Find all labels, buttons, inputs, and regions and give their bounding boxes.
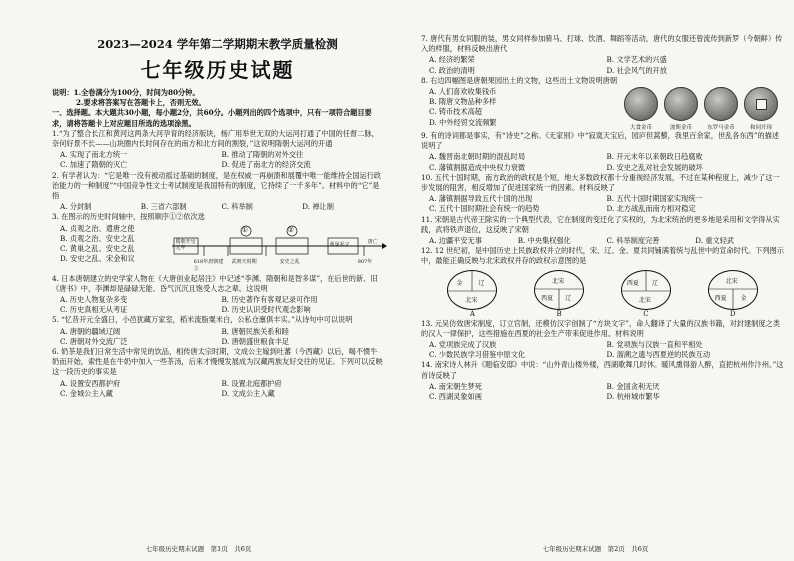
- option-d: D. 社会风气的开放: [606, 65, 667, 75]
- option-b: B. 唐朝民族关系和睦: [221, 326, 289, 336]
- map-region: 辽: [565, 294, 572, 302]
- coin-image: [744, 87, 778, 121]
- map-region: 辽: [478, 279, 485, 287]
- option-a: A. 藩镇割据导致五代十国的出现: [429, 194, 533, 204]
- option-d: D. 唐朝盛世粮食丰足: [221, 336, 290, 346]
- option-b: B. 文学艺术的兴盛: [606, 55, 667, 65]
- map-region: 北宋: [552, 277, 565, 285]
- coin-label: 和同开珎: [749, 125, 772, 132]
- option-d: D. 杭州城市繁华: [606, 392, 660, 402]
- timeline-907: 907年: [357, 258, 373, 265]
- map-diagram: [447, 270, 497, 310]
- option-b: B. 开元末年以来朝政日趋腐败: [606, 152, 703, 162]
- question-10: [421, 173, 784, 215]
- option-b: B. 历史著作有客观记录可作用: [221, 295, 318, 305]
- option-a: A. 设置安西都护府: [60, 378, 121, 388]
- page-footer-left: 七年级历史期末试题 第1页 共6页: [145, 545, 252, 553]
- map-diagram: [621, 270, 671, 310]
- option-c: C. 藩镇割据造成中央权力衰微: [429, 162, 526, 172]
- coin-label: 大食金币: [629, 125, 652, 132]
- option-d: D. 中外经贸交流频繁: [429, 117, 497, 127]
- map-region: 北宋: [638, 296, 651, 304]
- timeline-diagram: [168, 224, 383, 274]
- question-text: 10. 五代十国时期，南方政治的政权是个短，地大多数政权都十分重视经济发展，不过在某种程度上，减少了这一步发展的阻害，相反增加了促进国家统一的因素。材料反映了: [421, 172, 780, 193]
- option-a: A. 实现了南北方统一: [60, 150, 128, 160]
- question-text: 11. 宋朝是古代帝王除实的一个典型代表，它在制度的变迁化了实权的，为北宋统治的更多地是采用和文学得从实践，武将铁声退位，这反映了宋朝: [421, 214, 780, 234]
- option-c: C. 少数民族学习借鉴中原文化: [429, 350, 526, 360]
- option-c: C. 科举制度完善: [606, 236, 660, 246]
- option-d: D. 安史之乱对社会发展的破坏: [606, 162, 703, 172]
- option-d: D. 历史认识受时代观念影响: [221, 305, 311, 315]
- question-text: 13. 元吴仿效唐宋制度，订立官制，还模仿汉字创制了“方块文字”，命人翻译了大量的汉族书籍，对封建制度之类的汉人一律保护，这些措施在西夏的社会生产带来促进作用。材料说明: [421, 318, 780, 338]
- timeline-event-4: 黄巢起义: [329, 241, 350, 248]
- map-region: 北宋: [465, 296, 478, 304]
- page-footer-right: 七年级历史期末试题 第2页 共6页: [542, 545, 649, 553]
- option-d: D. 北方战乱而南方相对稳定: [606, 204, 696, 214]
- map-region: 北宋: [725, 277, 738, 285]
- question-text: 8. 右边四幅图是唐朝果园出土的文物，这些出土文物说明唐朝: [421, 75, 618, 85]
- option-a: A. 历史人物复杂多变: [60, 295, 128, 305]
- page-right: [397, 0, 794, 561]
- timeline-618: 618年唐朝建立: [193, 258, 224, 272]
- question-text: 12. 12 世纪初，是中国历史上民族政权并立的时代，宋、辽、金、夏共同铺满着统与乱世中的宣命时代。下列图示中，最能正确反映与北宋政权并存的政权示意图的是: [421, 246, 784, 266]
- question-2: [52, 171, 383, 213]
- question-5: [52, 315, 383, 347]
- map-region: 西夏: [541, 294, 554, 302]
- option-a: A. 经济的繁荣: [429, 55, 475, 65]
- option-b: B. 中央集权强化: [517, 236, 571, 246]
- option-b: B. 三省六部制: [140, 202, 187, 212]
- coin-image: [664, 87, 698, 121]
- question-text: 6. 奶茶是我们日常生活中常见的饮品，相传唐太宗时期，文成公主嫁到吐蕃（今西藏）以后，喝不惯牛奶而开始，索性是在牛奶中加入一些茶汤，后来才慢慢发展成为汉藏两族友好交往的见证。下列可以反映这一段历史的事实是: [52, 347, 383, 377]
- exam-title: 2023—2024 学年第二学期期末教学质量检测: [97, 37, 338, 51]
- option-b: B. 五代十国时期国家实现统一: [606, 194, 703, 204]
- option-c: C. 西湖灵象如画: [429, 392, 482, 402]
- question-4: [52, 274, 383, 316]
- question-11: [421, 215, 784, 247]
- timeline-wuzetian: 武则天时期: [231, 258, 257, 265]
- option-c: C. 历史真相无从考证: [60, 305, 128, 315]
- coin-image: [624, 87, 658, 121]
- timeline-event-3: 安史之乱: [279, 258, 300, 265]
- coin-label: 波斯金币: [669, 125, 692, 132]
- option-b: B. 金国贪利无厌: [606, 381, 660, 391]
- option-a: A. 边疆平安无事: [429, 236, 482, 246]
- question-13: [421, 319, 784, 361]
- instruction-1: 说明：1.全卷满分为100分，时间为80分钟。: [52, 88, 200, 97]
- question-7: [421, 34, 784, 76]
- section-heading: 一、选择题。本大题共30小题，每小题2分，共60分。小题列出的四个选项中，只有一项符合题目要求，请将答题卡上对应题目所选的选项涂黑。: [52, 108, 372, 128]
- question-14: [421, 360, 784, 402]
- question-6: [52, 347, 383, 399]
- option-a: A. 党项族完成了汉族: [429, 340, 497, 350]
- option-b: B. 贞观之治、安史之乱: [60, 233, 135, 243]
- map-label: B: [556, 309, 562, 318]
- option-c: C. 唐朝对外交流广泛: [60, 336, 128, 346]
- map-region: 西夏: [626, 279, 639, 287]
- question-12: [421, 246, 784, 317]
- option-c: C. 金城公主入藏: [60, 388, 113, 398]
- instruction-2: 2.要求将答案写在答题卡上，否则无效。: [76, 98, 206, 108]
- option-a: A. 贞观之治、遣唐之使: [60, 223, 135, 233]
- coin-label: 东罗马金币: [707, 125, 735, 132]
- map-diagram: [708, 270, 758, 310]
- question-text: 14. 南宋诗人林升《题临安邸》中说：“山外青山楼外楼，西湖歌舞几时休。暖风熏得游人醉，直把杭州作汴州。”这首诗反映了: [421, 360, 784, 380]
- option-d: D. 重文轻武: [695, 236, 735, 246]
- question-text: 3. 在图示的历史时间轴中，按照顺序①②依次选: [52, 212, 205, 222]
- timeline-start: 隋朝开皇元年: [175, 238, 196, 251]
- timeline-end: 唐亡: [367, 238, 378, 245]
- option-a: A. 人们喜欢收集钱币: [429, 87, 497, 97]
- option-d: D. 促进了南北方的经济交流: [221, 160, 311, 170]
- option-a: A. 魏晋南北朝时期的混乱时局: [429, 152, 526, 162]
- option-a: A. 南宋朝生梦死: [429, 381, 482, 391]
- option-c: C. 黄巢之乱、安史之乱: [60, 244, 135, 254]
- option-c: C. 加速了隋朝的灭亡: [60, 160, 128, 170]
- map-region: 辽: [651, 279, 658, 287]
- map-region: 金: [456, 279, 463, 287]
- option-b: B. 隋唐文物品种多样: [429, 97, 497, 107]
- map-options: [421, 270, 784, 318]
- question-text: 4. 日本唐朝建立的史学家人物在《大唐创业起居注》中记述“李渊、隋朝和是智多谋”，在后世的新、旧《唐书》中，李渊却是碌碌无能、昏气沉沉且饱受人志之辈。这说明: [52, 273, 378, 293]
- option-a: A. 唐朝的疆域辽阔: [60, 326, 121, 336]
- option-d: D. 文成公主入藏: [221, 388, 275, 398]
- question-9: [421, 131, 784, 173]
- timeline-marker-2: ②: [287, 225, 294, 234]
- question-text: 9. 有的诗词都是事实，有“诗史”之称。《无家别》中“寂寞天宝后，园庐但蒿藜，我里百余家，世乱各东西”的描述说明了: [421, 131, 780, 151]
- option-b: B. 党项族与汉族一直和平相处: [606, 340, 703, 350]
- exam-subtitle: 七年级历史试题: [140, 58, 295, 82]
- option-d: D. 安史之乱、宋金和议: [60, 254, 135, 264]
- question-3: [52, 212, 383, 273]
- question-8: [421, 76, 784, 131]
- option-b: B. 设置北庭都护府: [221, 378, 282, 388]
- option-d: D. 溜溯之遗与西夏逆的民族互动: [606, 350, 711, 360]
- map-region: 金: [740, 294, 747, 302]
- map-diagram: [534, 270, 584, 310]
- option-a: A. 分封制: [60, 202, 92, 212]
- option-d: D. 禅让制: [302, 202, 334, 212]
- timeline-marker-1: ①: [241, 225, 248, 234]
- map-label: A: [469, 309, 475, 318]
- question-text: 2. 有学者认为：“它是唯一没有被动摇过基础的制度，是在权威一再崩溃和展覆中唯一能维持全国运行政治能力的一种制度”“中国竞争性文士考试制度是我国特有的制度，它持续了一千多年”。材料中的“它”是指: [52, 170, 382, 201]
- option-c: C. 铸币技术高超: [429, 107, 482, 117]
- question-text: 1.“为了整合长江和黄河这两条大河孕育的经济版块，杨广用举世无双的大运河打通了中国的任督二脉，奈何好景不长——山块圈内长时间存在的南方和北方间的割裂，”这说明隋朝大运河的开通: [52, 128, 379, 149]
- question-text: 7. 唐代有男女同服的装，男女同样参加骑马、打球、饮酒、舞蹈等活动，唐代的女服还曾流传到新罗（今朝鲜）传入的样服，材料反映出唐代: [421, 34, 783, 54]
- option-c: C. 五代十国时期社会有统一的趋势: [429, 204, 540, 214]
- map-label: C: [643, 309, 649, 318]
- map-label: D: [729, 309, 736, 318]
- coin-images: [624, 87, 784, 131]
- option-c: C. 政治的清明: [429, 65, 475, 75]
- option-c: C. 科举制: [221, 202, 253, 212]
- question-1: [52, 129, 383, 171]
- question-text: 5. “忆昔开元全盛日，小邑犹藏万家室，稻米流脂粟米白，公私仓廪俱丰实。”从诗句中可以说明: [52, 315, 353, 325]
- coin-image: [704, 87, 738, 121]
- map-region: 西夏: [714, 294, 727, 302]
- option-b: B. 推动了隋朝的对外交往: [221, 150, 304, 160]
